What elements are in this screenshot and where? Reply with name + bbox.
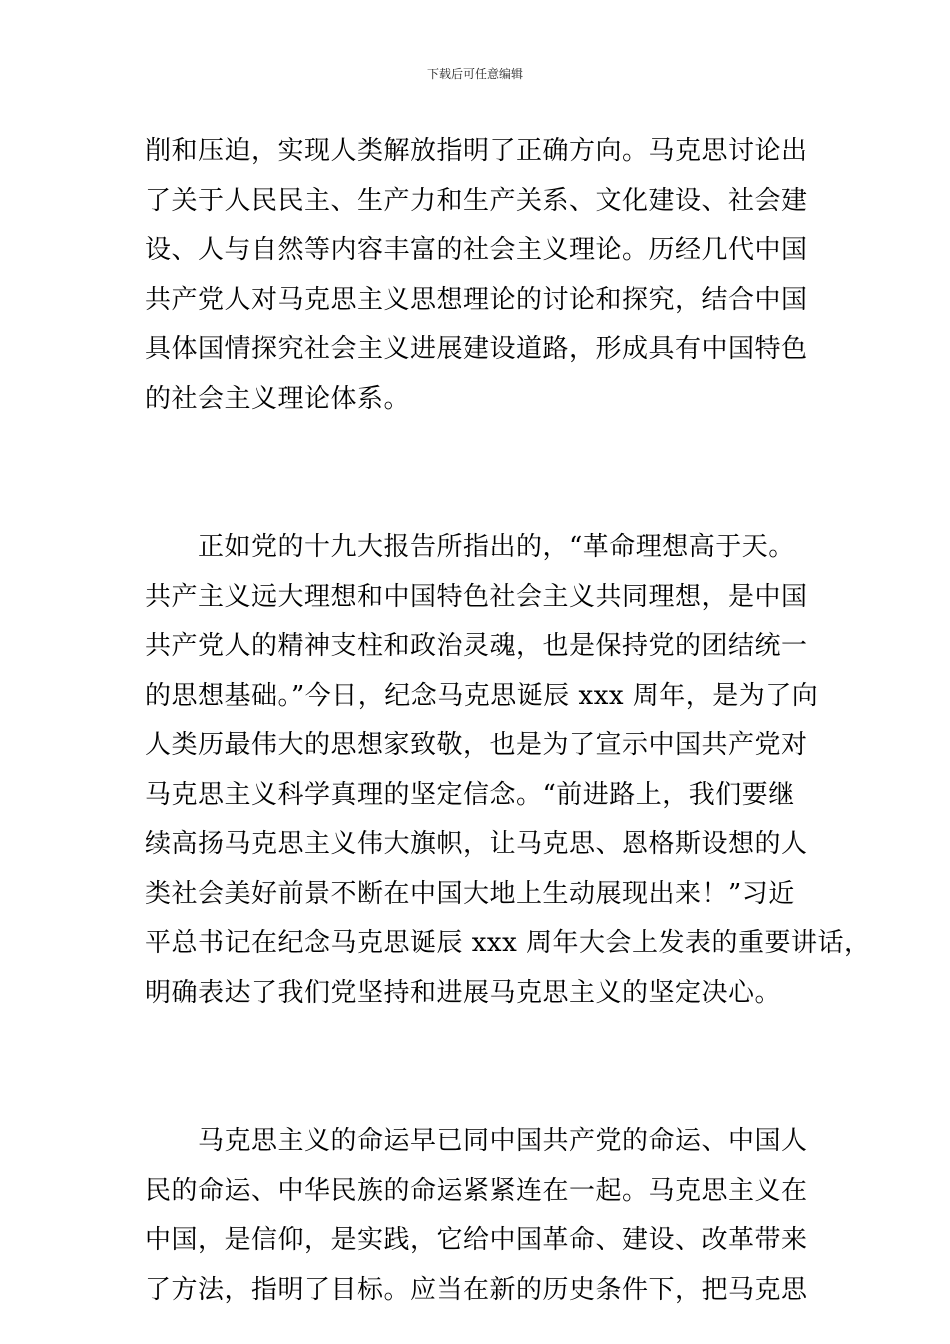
text-line: 了关于人民民主、生产力和生产关系、文化建设、社会建 (145, 185, 808, 216)
paragraph-spacer (145, 1018, 810, 1117)
paragraph-1 (145, 127, 810, 424)
text-line: 马克思主义科学真理的坚定信念。“前进路上，我们要继 (145, 779, 795, 810)
text-line: 共产党人的精神支柱和政治灵魂，也是保持党的团结统一 (145, 631, 808, 661)
text-line: 具体国情探究社会主义进展建设道路，形成具有中国特色 (145, 334, 808, 364)
text-line: 共产主义远大理想和中国特色社会主义共同理想，是中国 (145, 581, 808, 612)
paragraph-spacer (145, 424, 810, 523)
text-line: 马克思主义的命运早已同中国共产党的命运、中国人 (145, 1126, 808, 1156)
text-line: 的社会主义理论体系。 (145, 383, 411, 414)
text-line: 削和压迫，实现人类解放指明了正确方向。马克思讨论出 (145, 136, 808, 166)
text-line: 类社会美好前景不断在中国大地上生动展现出来！”习近 (145, 878, 795, 909)
paragraph-2 (145, 523, 871, 1018)
text-line: 民的命运、中华民族的命运紧紧连在一起。马克思主义在 (145, 1175, 808, 1206)
page-header-note: 下载后可任意编辑 (426, 67, 523, 81)
document-body (145, 127, 871, 1315)
text-line: 中国，是信仰，是实践，它给中国革命、建设、改革带来 (145, 1225, 808, 1255)
text-line: 人类历最伟大的思想家致敬，也是为了宣示中国共产党对 (145, 730, 808, 760)
text-line: 续高扬马克思主义伟大旗帜，让马克思、恩格斯设想的人 (145, 829, 808, 859)
paragraph-3 (145, 1117, 810, 1315)
text-line: 平总书记在纪念马克思诞辰 xxx 周年大会上发表的重要讲话， (145, 928, 871, 958)
text-line: 明确表达了我们党坚持和进展马克思主义的坚定决心。 (145, 977, 782, 1008)
text-line: 了方法，指明了目标。应当在新的历史条件下，把马克思 (145, 1274, 808, 1305)
text-line: 正如党的十九大报告所指出的，“革命理想高于天。 (145, 532, 795, 562)
text-line: 共产党人对马克思主义思想理论的讨论和探究，结合中国 (145, 284, 808, 315)
text-line: 的思想基础。”今日，纪念马克思诞辰 xxx 周年，是为了向 (145, 680, 819, 711)
text-line: 设、人与自然等内容丰富的社会主义理论。历经几代中国 (145, 235, 808, 265)
